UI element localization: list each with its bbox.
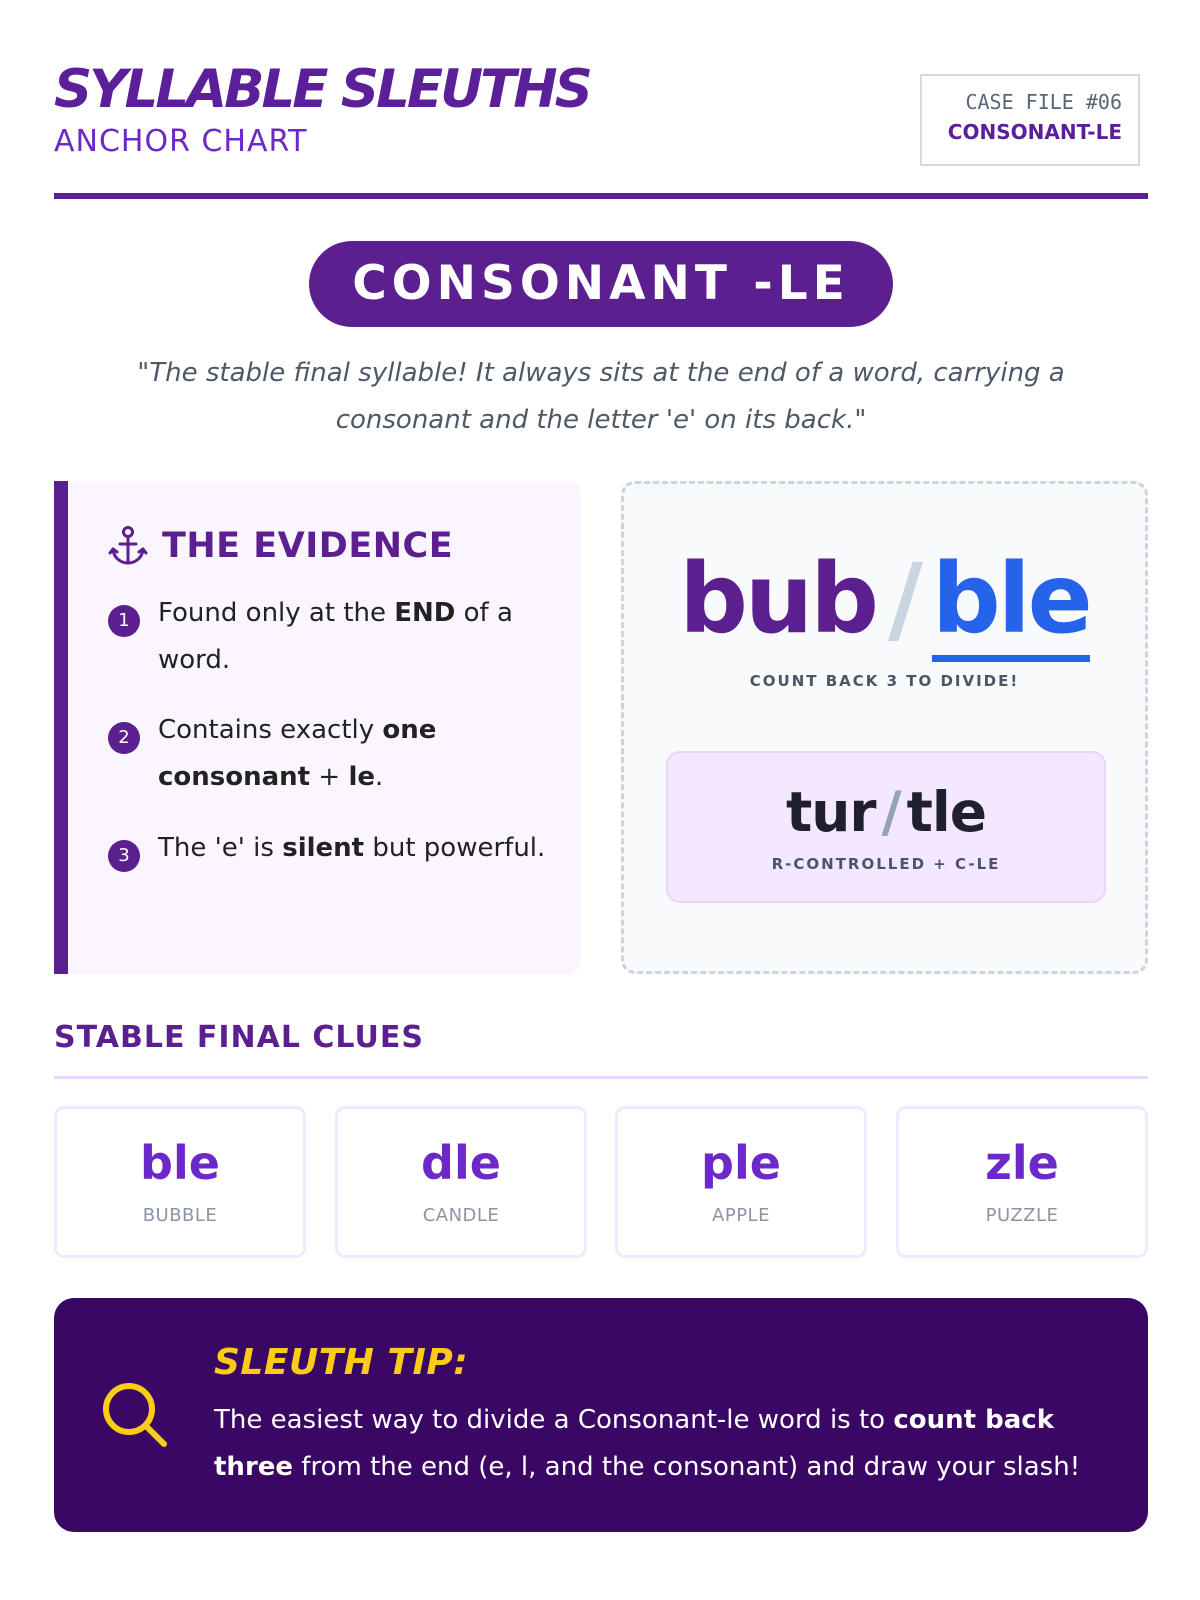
intro-quote: "The stable final syllable! It always sits at the end of a word, carrying a consonant and the letter 'e' on its back." bbox=[137, 358, 1065, 435]
sleuth-tip-panel bbox=[54, 1298, 1148, 1532]
secondary-example-caption: R-CONTROLLED + C-LE bbox=[771, 855, 1001, 873]
clues-divider bbox=[54, 1076, 1148, 1079]
tip-text-part: The easiest way to divide a Consonant-le word is to bbox=[214, 1405, 894, 1435]
example-caption: COUNT BACK 3 TO DIVIDE! bbox=[749, 672, 1020, 690]
clues-title: STABLE FINAL CLUES bbox=[54, 1020, 424, 1055]
brand-title: SYLLABLE SLEUTHS bbox=[54, 59, 590, 120]
example-second-syllable: ble bbox=[932, 543, 1090, 662]
evidence-emphasis: one consonant bbox=[158, 715, 437, 792]
secondary-slash: / bbox=[881, 780, 901, 844]
clue-ending: ple bbox=[701, 1136, 781, 1190]
tip-title: SLEUTH TIP: bbox=[214, 1342, 469, 1383]
evidence-emphasis: le bbox=[348, 762, 375, 792]
clue-card bbox=[54, 1106, 306, 1258]
clue-ending: dle bbox=[421, 1136, 501, 1190]
tip-text-part: from the end (e, l, and the consonant) and draw your slash! bbox=[293, 1452, 1081, 1482]
clue-card bbox=[896, 1106, 1148, 1258]
evidence-text-part: of a word. bbox=[158, 598, 513, 675]
evidence-header bbox=[108, 521, 453, 571]
clue-example-word: APPLE bbox=[712, 1205, 770, 1226]
clue-card bbox=[335, 1106, 587, 1258]
tip-emphasis: count back three bbox=[214, 1405, 1054, 1482]
evidence-text-part: Found only at the bbox=[158, 598, 395, 628]
topic-banner: CONSONANT -LE bbox=[309, 241, 893, 327]
secondary-example-word bbox=[668, 779, 1104, 845]
example-first-syllable: bub bbox=[679, 543, 876, 655]
clue-card bbox=[615, 1106, 867, 1258]
clue-example-word: BUBBLE bbox=[142, 1205, 218, 1226]
evidence-text-part: The 'e' is bbox=[158, 833, 283, 863]
evidence-number: 2 bbox=[108, 722, 140, 754]
evidence-item bbox=[108, 590, 548, 684]
evidence-text bbox=[158, 590, 548, 684]
case-file-box bbox=[920, 74, 1140, 166]
secondary-first-syllable: tur bbox=[785, 780, 876, 844]
evidence-number: 1 bbox=[108, 605, 140, 637]
example-word bbox=[624, 544, 1145, 654]
example-slash: / bbox=[887, 543, 921, 655]
evidence-item bbox=[108, 825, 548, 872]
evidence-text-part: . bbox=[375, 762, 384, 792]
clue-example-word: PUZZLE bbox=[985, 1205, 1059, 1226]
evidence-number: 3 bbox=[108, 840, 140, 872]
evidence-item bbox=[108, 707, 548, 801]
header bbox=[54, 56, 1148, 206]
evidence-panel bbox=[54, 481, 581, 974]
secondary-example-card bbox=[666, 751, 1106, 903]
evidence-text-part: but powerful. bbox=[364, 833, 546, 863]
magnifier-icon bbox=[100, 1380, 170, 1450]
header-divider bbox=[54, 193, 1148, 199]
evidence-text-part: Contains exactly bbox=[158, 715, 383, 745]
evidence-emphasis: silent bbox=[282, 833, 365, 863]
clue-ending: ble bbox=[140, 1136, 220, 1190]
evidence-text bbox=[158, 707, 548, 801]
evidence-text bbox=[158, 825, 545, 872]
tip-body bbox=[214, 1397, 1114, 1491]
anchor-icon bbox=[108, 525, 148, 567]
clue-ending: zle bbox=[985, 1136, 1059, 1190]
evidence-text-part: + bbox=[310, 762, 349, 792]
clue-example-word: CANDLE bbox=[422, 1205, 500, 1226]
secondary-second-syllable: tle bbox=[906, 780, 987, 844]
evidence-emphasis: END bbox=[394, 598, 456, 628]
brand-subtitle: ANCHOR CHART bbox=[54, 124, 308, 159]
case-file-label: CASE FILE #06 bbox=[965, 90, 1122, 114]
case-file-value: CONSONANT-LE bbox=[947, 120, 1122, 144]
example-panel bbox=[621, 481, 1148, 974]
evidence-title: THE EVIDENCE bbox=[162, 526, 454, 566]
